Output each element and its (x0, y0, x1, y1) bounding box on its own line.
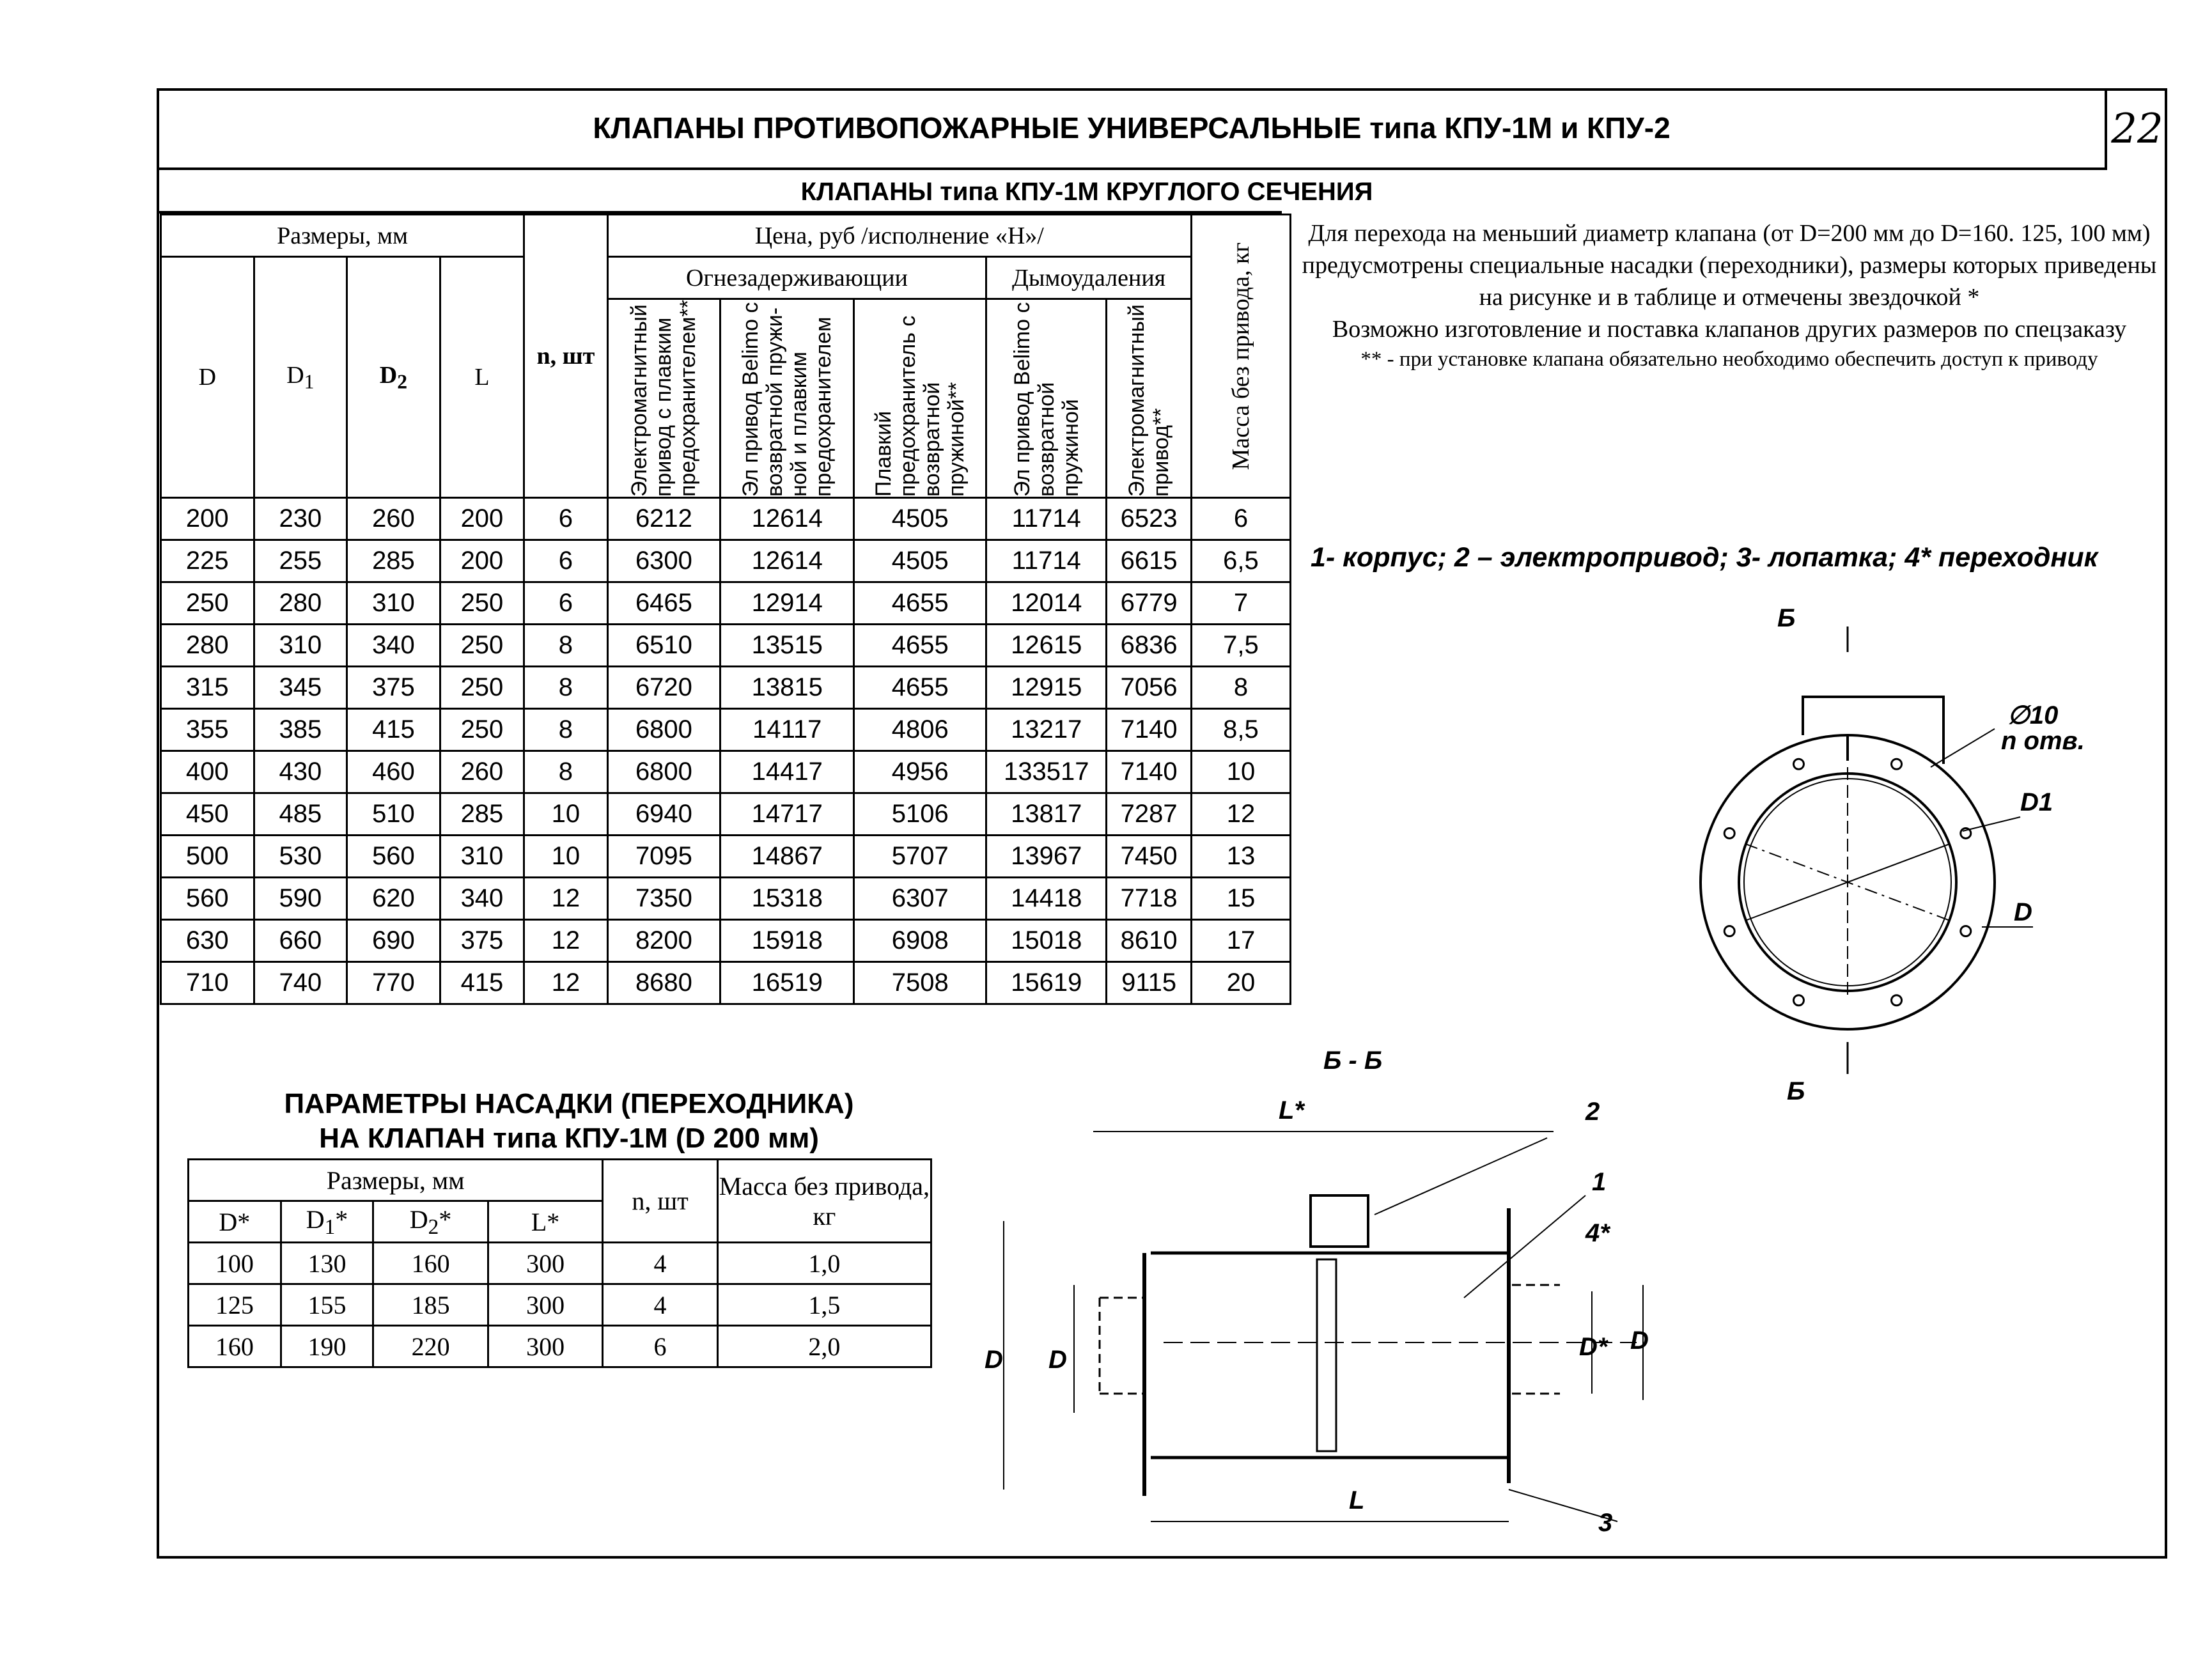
valve-cell: 12614 (720, 540, 854, 582)
valve-cell: 255 (254, 540, 347, 582)
valve-cell: 590 (254, 877, 347, 919)
header-mass: Масса без привода, кг (1191, 215, 1290, 498)
label-L-star: L* (1279, 1096, 1304, 1124)
valve-cell: 6836 (1107, 624, 1192, 666)
header-p1: Электромагнитный привод с плавким предохранителем** (607, 299, 720, 498)
adapter-header-D: D* (189, 1201, 281, 1243)
valve-cell: 4655 (854, 666, 986, 708)
valve-cell: 7 (1191, 582, 1290, 624)
valve-cell: 7140 (1107, 708, 1192, 751)
page-title: КЛАПАНЫ ПРОТИВОПОЖАРНЫЕ УНИВЕРСАЛЬНЫЕ типа КПУ-1М и КПУ-2 (157, 88, 2107, 170)
adapter-cell: 190 (281, 1326, 373, 1367)
valve-cell: 8 (1191, 666, 1290, 708)
page-number: 22 (2105, 88, 2167, 170)
valve-cell: 510 (347, 793, 440, 835)
valve-cell: 4505 (854, 540, 986, 582)
valve-cell: 10 (524, 835, 608, 877)
valve-cell: 5106 (854, 793, 986, 835)
valve-cell: 315 (161, 666, 254, 708)
valve-cell: 415 (347, 708, 440, 751)
section-mark-bottom: Б (1787, 1077, 1805, 1105)
valve-cell: 485 (254, 793, 347, 835)
valve-cell: 6523 (1107, 497, 1192, 540)
adapter-header-n: n, шт (603, 1160, 717, 1243)
valve-cell: 6510 (607, 624, 720, 666)
valve-cell: 13515 (720, 624, 854, 666)
valve-cell: 133517 (986, 751, 1107, 793)
valve-cell: 20 (1191, 961, 1290, 1004)
adapter-cell: 100 (189, 1243, 281, 1284)
adapter-header-D1: $D_1*$ (281, 1201, 373, 1243)
section-subtitle: КЛАПАНЫ типа КПУ-1М КРУГЛОГО СЕЧЕНИЯ (800, 178, 1373, 206)
valve-cell: 12914 (720, 582, 854, 624)
header-D1: $D_1$ (254, 257, 347, 498)
valve-cell: 15619 (986, 961, 1107, 1004)
valve-cell: 310 (254, 624, 347, 666)
valve-cell: 310 (347, 582, 440, 624)
label-D1: D1 (2020, 788, 2053, 816)
adapter-cell: 4 (603, 1284, 717, 1326)
valve-cell: 250 (440, 624, 524, 666)
label-part-1: 1 (1592, 1168, 1607, 1196)
valve-cell: 6779 (1107, 582, 1192, 624)
valve-cell: 770 (347, 961, 440, 1004)
valve-cell: 13 (1191, 835, 1290, 877)
valve-cell: 4806 (854, 708, 986, 751)
valve-cell: 8 (524, 708, 608, 751)
label-D2: D (985, 1346, 1003, 1374)
valve-cell: 400 (161, 751, 254, 793)
valve-cell: 7095 (607, 835, 720, 877)
valve-cell: 8 (524, 751, 608, 793)
valve-cell: 6720 (607, 666, 720, 708)
valve-cell: 10 (524, 793, 608, 835)
valve-cell: 13815 (720, 666, 854, 708)
adapter-cell: 155 (281, 1284, 373, 1326)
adapter-cell: 300 (488, 1284, 602, 1326)
valve-cell: 9115 (1107, 961, 1192, 1004)
valve-cell: 11714 (986, 540, 1107, 582)
label-D2-star: D (1048, 1346, 1067, 1374)
valve-cell: 12 (524, 919, 608, 961)
valve-cell: 250 (161, 582, 254, 624)
valve-cell: 8,5 (1191, 708, 1290, 751)
valve-cell: 690 (347, 919, 440, 961)
hole-diameter-label: ∅10 (2007, 701, 2059, 729)
valve-cell: 355 (161, 708, 254, 751)
section-title: Б - Б (1323, 1047, 1383, 1075)
label-part-3: 3 (1598, 1509, 1613, 1537)
valve-cell: 6 (524, 497, 608, 540)
header-p2: Эл привод Belimo с возвратной пружи-ной и плавким предохранителем (720, 299, 854, 498)
valve-cell: 260 (440, 751, 524, 793)
valve-cell: 7287 (1107, 793, 1192, 835)
header-D: D (161, 257, 254, 498)
valve-cell: 630 (161, 919, 254, 961)
valve-cell: 15018 (986, 919, 1107, 961)
valve-cell: 6615 (1107, 540, 1192, 582)
note-adapters: Для перехода на меньший диаметр клапана (от D=200 мм до D=160. 125, 100 мм) предусмотрены специальные насадки (переходники), размеры которых приведены на рисунке и в таблице и отмечены звездочкой * (1302, 220, 2157, 311)
valve-cell: 430 (254, 751, 347, 793)
flange-hole (1961, 926, 1971, 937)
adapter-cell: 300 (488, 1243, 602, 1284)
valve-cell: 12 (1191, 793, 1290, 835)
valve-cell: 12614 (720, 497, 854, 540)
valve-cell: 13217 (986, 708, 1107, 751)
valve-cell: 7,5 (1191, 624, 1290, 666)
adapter-header-D2: $D_2*$ (373, 1201, 488, 1243)
label-D: D (2014, 898, 2032, 926)
actuator-outline (1803, 697, 1943, 764)
valve-cell: 7718 (1107, 877, 1192, 919)
valve-cell: 230 (254, 497, 347, 540)
valve-cell: 6800 (607, 708, 720, 751)
valve-cell: 7508 (854, 961, 986, 1004)
flange-hole (1892, 759, 1902, 769)
header-fire: Огнезадерживающии (607, 257, 986, 299)
valve-cell: 12 (524, 961, 608, 1004)
valve-cell: 345 (254, 666, 347, 708)
valve-cell: 13817 (986, 793, 1107, 835)
valve-cell: 285 (440, 793, 524, 835)
hole-count-label: n отв. (2001, 727, 2085, 755)
valve-cell: 17 (1191, 919, 1290, 961)
adapter-cell: 220 (373, 1326, 488, 1367)
label-part-2: 2 (1585, 1098, 1600, 1126)
note-access: ** - при установке клапана обязательно необходимо обеспечить доступ к приводу (1360, 348, 2098, 371)
valve-cell: 375 (347, 666, 440, 708)
valve-cell: 450 (161, 793, 254, 835)
valve-cell: 6307 (854, 877, 986, 919)
valve-cell: 10 (1191, 751, 1290, 793)
adapter-cell: 1,5 (717, 1284, 931, 1326)
valve-cell: 14418 (986, 877, 1107, 919)
valve-cell: 8610 (1107, 919, 1192, 961)
valve-cell: 530 (254, 835, 347, 877)
valve-cell: 8680 (607, 961, 720, 1004)
valve-cell: 7350 (607, 877, 720, 919)
label-L: L (1349, 1486, 1365, 1514)
adapter-cell: 160 (373, 1243, 488, 1284)
valve-cell: 560 (347, 835, 440, 877)
label-D1-star: D (1630, 1327, 1649, 1355)
valve-cell: 280 (254, 582, 347, 624)
valve-cell: 6 (524, 582, 608, 624)
adapter-cell: 130 (281, 1243, 373, 1284)
valve-cell: 12 (524, 877, 608, 919)
adapter-cell: 185 (373, 1284, 488, 1326)
valve-cell: 250 (440, 582, 524, 624)
adapter-header-L: L* (488, 1201, 602, 1243)
valve-cell: 340 (440, 877, 524, 919)
valve-cell: 250 (440, 666, 524, 708)
note-custom: Возможно изготовление и поставка клапанов других размеров по спецзаказу (1332, 316, 2127, 343)
valve-cell: 13967 (986, 835, 1107, 877)
valve-cell: 8 (524, 624, 608, 666)
valve-cell: 14117 (720, 708, 854, 751)
valve-cell: 660 (254, 919, 347, 961)
valve-cell: 12615 (986, 624, 1107, 666)
valve-cell: 8200 (607, 919, 720, 961)
label-part-4: 4* (1585, 1219, 1610, 1247)
valve-cell: 7140 (1107, 751, 1192, 793)
adapter-cell: 4 (603, 1243, 717, 1284)
valve-cell: 6800 (607, 751, 720, 793)
valve-cell: 11714 (986, 497, 1107, 540)
header-p3: Плавкий предохранитель с возвратной пружиной** (854, 299, 986, 498)
header-L: L (440, 257, 524, 498)
valve-cell: 250 (440, 708, 524, 751)
adapter-title: ПАРАМЕТРЫ НАСАДКИ (ПЕРЕХОДНИКА) НА КЛАПАН типа КПУ-1М (D 200 мм) (284, 1088, 854, 1154)
valve-cell: 6 (1191, 497, 1290, 540)
valve-cell: 500 (161, 835, 254, 877)
header-smoke: Дымоудаления (986, 257, 1192, 299)
valve-cell: 310 (440, 835, 524, 877)
valve-cell: 6 (524, 540, 608, 582)
valve-cell: 340 (347, 624, 440, 666)
valve-cell: 260 (347, 497, 440, 540)
valve-cell: 6465 (607, 582, 720, 624)
valve-cell: 12915 (986, 666, 1107, 708)
header-p4: Эл привод Belimo с возвратной пружиной (986, 299, 1107, 498)
header-price: Цена, руб /исполнение «Н»/ (607, 215, 1191, 257)
adapter-cell: 160 (189, 1326, 281, 1367)
valve-cell: 6908 (854, 919, 986, 961)
adapter-header-mass: Масса без привода, кг (717, 1160, 931, 1243)
adapter-header-sizes: Размеры, мм (189, 1160, 603, 1201)
valve-cell: 6,5 (1191, 540, 1290, 582)
adapter-cell: 6 (603, 1326, 717, 1367)
valve-cell: 6212 (607, 497, 720, 540)
header-p5: Электромагнитный привод** (1107, 299, 1192, 498)
valve-cell: 415 (440, 961, 524, 1004)
adapter-cell: 2,0 (717, 1326, 931, 1367)
adapter-cell: 300 (488, 1326, 602, 1367)
valve-cell: 6300 (607, 540, 720, 582)
valve-cell: 15918 (720, 919, 854, 961)
valve-cell: 285 (347, 540, 440, 582)
valve-cell: 15318 (720, 877, 854, 919)
valve-cell: 200 (440, 540, 524, 582)
valve-cell: 200 (440, 497, 524, 540)
valve-cell: 14417 (720, 751, 854, 793)
valve-cell: 16519 (720, 961, 854, 1004)
valve-cell: 200 (161, 497, 254, 540)
valve-cell: 225 (161, 540, 254, 582)
valve-cell: 620 (347, 877, 440, 919)
valve-cell: 12014 (986, 582, 1107, 624)
header-D2: $D_2$ (347, 257, 440, 498)
valve-cell: 7450 (1107, 835, 1192, 877)
parts-legend: 1- корпус; 2 – электропривод; 3- лопатка; 4* переходник (1311, 542, 2098, 573)
valve-cell: 14717 (720, 793, 854, 835)
adapter-cell: 125 (189, 1284, 281, 1326)
flange-hole (1724, 828, 1734, 838)
valve-cell: 375 (440, 919, 524, 961)
valve-cell: 4956 (854, 751, 986, 793)
valve-cell: 4655 (854, 624, 986, 666)
valve-cell: 6940 (607, 793, 720, 835)
valve-cell: 560 (161, 877, 254, 919)
valve-cell: 7056 (1107, 666, 1192, 708)
valve-cell: 4655 (854, 582, 986, 624)
flange-hole (1793, 995, 1803, 1006)
valve-cell: 740 (254, 961, 347, 1004)
flange-hole (1724, 926, 1734, 937)
valve-cell: 4505 (854, 497, 986, 540)
adapter-cell: 1,0 (717, 1243, 931, 1284)
valve-cell: 460 (347, 751, 440, 793)
valve-cell: 8 (524, 666, 608, 708)
section-mark-top: Б (1777, 604, 1796, 632)
flange-hole (1793, 759, 1803, 769)
valve-cell: 280 (161, 624, 254, 666)
flange-hole (1892, 995, 1902, 1006)
valve-cell: 710 (161, 961, 254, 1004)
valve-cell: 5707 (854, 835, 986, 877)
valve-cell: 14867 (720, 835, 854, 877)
valve-cell: 385 (254, 708, 347, 751)
header-sizes: Размеры, мм (161, 215, 524, 257)
label-D-star: D* (1579, 1333, 1608, 1361)
header-n: n, шт (524, 215, 608, 498)
valve-cell: 15 (1191, 877, 1290, 919)
